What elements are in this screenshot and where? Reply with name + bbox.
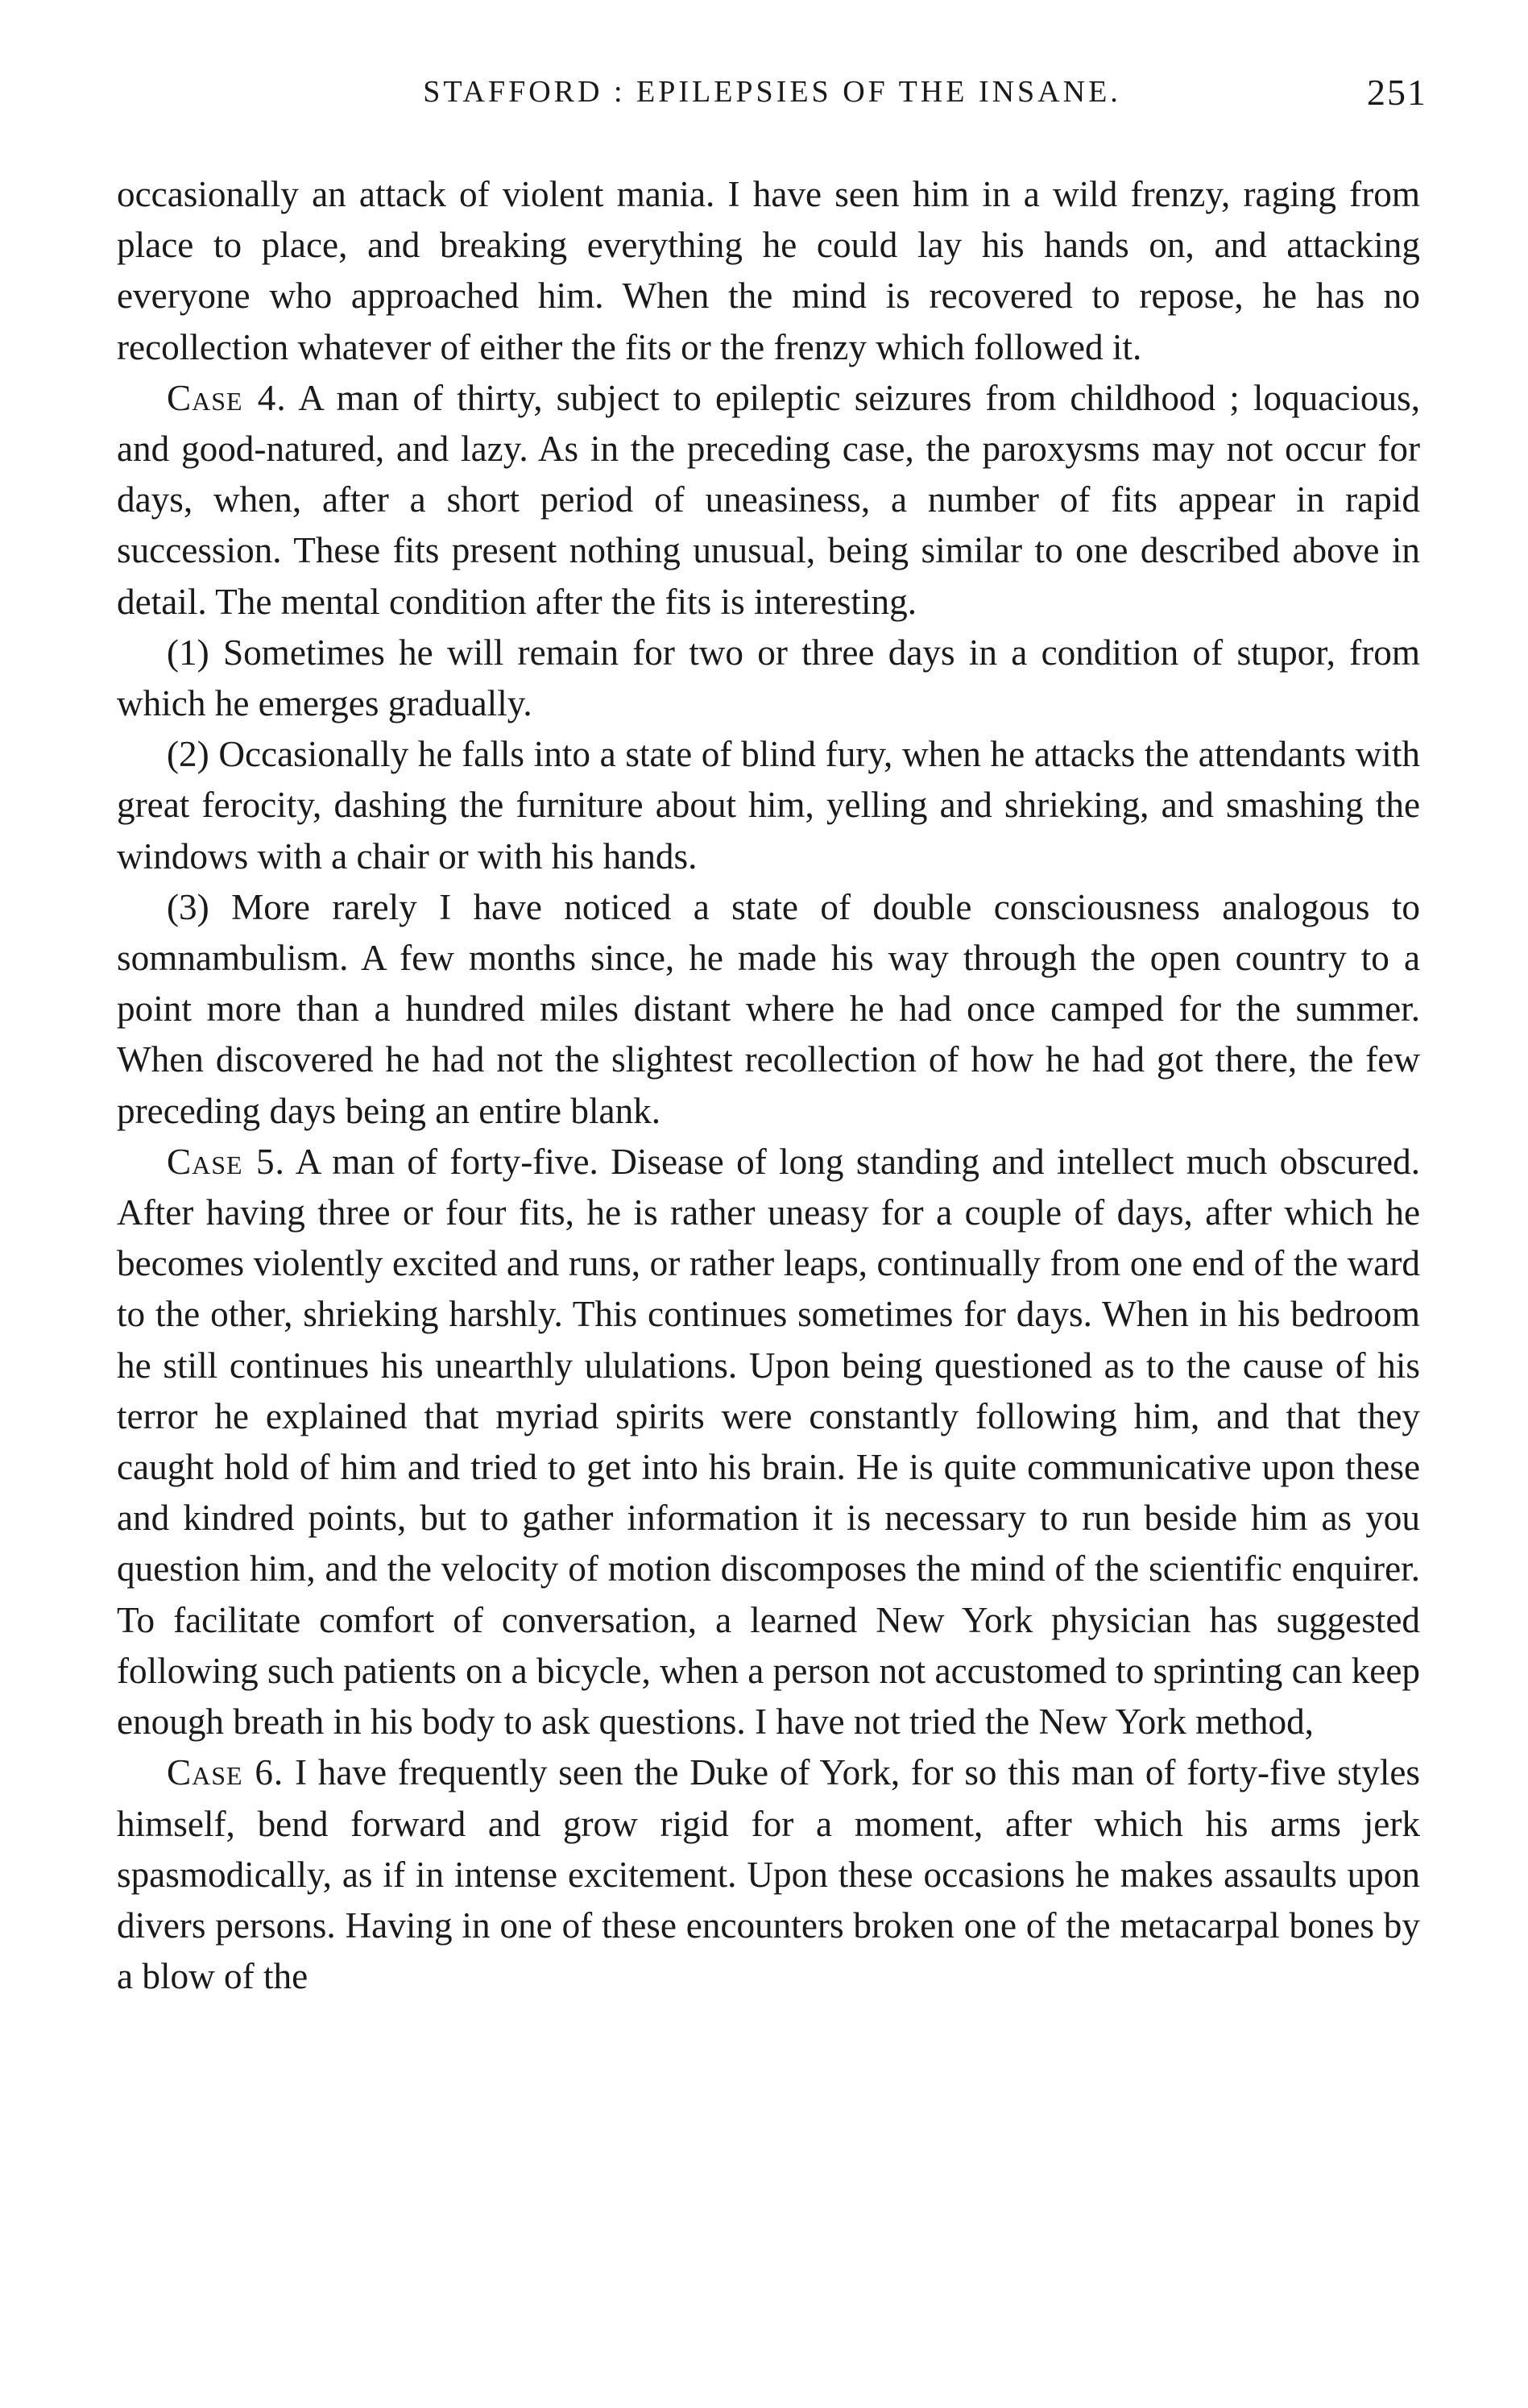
paragraph-text: (1) Sometimes he will remain for two or three days in a condition of stupor, from which he emerges gradually. xyxy=(117,632,1420,724)
paragraph-text: A man of forty-five. Disease of long standing and intellect much obscured. After having three or four fits, he is rather uneasy for a couple of days, after which he becomes violently excited and runs, or rather leaps, continually from one end of the ward to the other, shrieking harshly. This continues sometimes for days. When in his bedroom he still continues his unearthly ululations. Upon being questioned as to the cause of his terror he explained that myriad spirits were constantly following him, and that they caught hold of him and tried to get into his brain. He is quite communicative upon these and kindred points, but to gather information it is necessary to run beside him as you question him, and the velocity of motion discomposes the mind of the scientific enquirer. To facilitate comfort of conversation, a learned New York physician has suggested following such patients on a bicycle, when a person not accustomed to sprinting can keep enough breath in his body to ask questions. I have not tried the New York method, xyxy=(117,1141,1420,1743)
paragraph-text: I have frequently seen the Duke of York, for so this man of forty-five styles himself, bend forward and grow rigid for a moment, after which his arms jerk spasmodically, as if in intense excitement. Upon these occasions he makes assaults upon divers persons. Having in one of these encounters broken one of the metacarpal bones by a blow of the xyxy=(117,1752,1421,1997)
running-title: STAFFORD : EPILEPSIES OF THE INSANE. xyxy=(423,75,1121,109)
paragraph-text: (3) More rarely I have noticed a state of double consciousness analogous to somnambulism. A few months since, he made his way through the open country to a point more than a hundred miles distant where he had once camped for the summer. When discovered he had not the slightest recollection of how he had got there, the few preceding days being an entire blank. xyxy=(117,886,1420,1131)
paragraph xyxy=(117,169,1420,373)
paragraph-text: occasionally an attack of violent mania. I have seen him in a wild frenzy, raging from place to place, and breaking everything he could lay his hands on, and attacking everyone who approached him. When the mind is recovered to repose, he has no recollection whatever of either the fits or the frenzy which followed it. xyxy=(117,174,1420,367)
paragraph-case-5 xyxy=(117,1137,1420,1747)
paragraph-item-2 xyxy=(117,729,1420,882)
paragraph-text: (2) Occasionally he falls into a state of blind fury, when he attacks the attendants with great ferocity, dashing the furniture about him, yelling and shrieking, and smashing the windows with a chair or with his hands. xyxy=(117,734,1420,877)
body-text xyxy=(117,169,1420,2002)
running-head xyxy=(117,74,1427,122)
paragraph-text: A man of thirty, subject to epileptic seizures from childhood ; loquacious, and good-natured, and lazy. As in the preceding case, the paroxysms may not occur for days, when, after a short period of uneasiness, a number of fits appear in rapid succession. These fits present nothing unusual, being similar to one described above in detail. The mental condition after the fits is interesting. xyxy=(117,377,1420,622)
paragraph-item-3 xyxy=(117,882,1420,1137)
case-label: Case 5. xyxy=(167,1141,285,1182)
paragraph-item-1 xyxy=(117,628,1420,729)
case-label: Case 4. xyxy=(167,377,287,418)
page-number: 251 xyxy=(1367,72,1427,113)
case-label: Case 6. xyxy=(167,1752,284,1793)
paragraph-case-4 xyxy=(117,373,1420,628)
paragraph-case-6 xyxy=(117,1747,1420,2002)
